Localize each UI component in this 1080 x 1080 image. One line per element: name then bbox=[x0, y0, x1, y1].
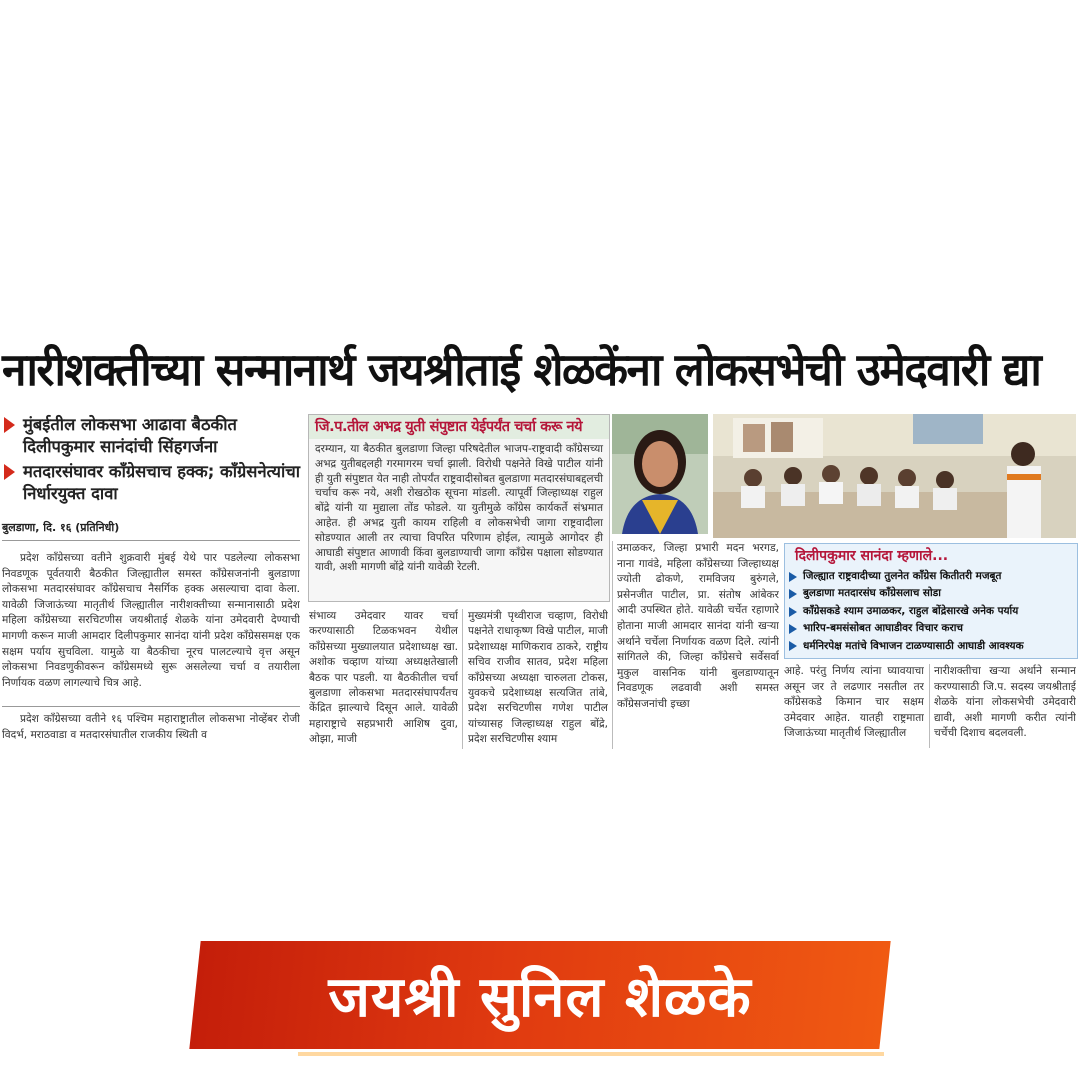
callout-item: जिल्ह्यात राष्ट्रवादीच्या तुलनेत कॉंग्रेस कितीतरी मजबूत bbox=[785, 568, 1077, 585]
callout-item: बुलडाणा मतदारसंघ कॉंग्रेसलाच सोडा bbox=[785, 585, 1077, 602]
triangle-bullet-icon bbox=[789, 589, 797, 599]
body-column: उमाळकर, जिल्हा प्रभारी मदन भरगड, नाना गावंडे, महिला कॉंग्रेसच्या जिल्हाध्यक्ष ज्योती ढोकणे, रामविजय बुरुंगले, प्रसेनजीत पाटील, प्रा. संतोष आंबेकर आदी उपस्थित होते. यावेळी चर्चेत रहाणारे होताना माजी आमदार सानंदा यांनी खऱ्या अर्थाने चर्चेला निर्णायक वळण दिले. त्यांनी सांगितले की, जिल्हा कॉंग्रेसचे सर्वेसर्वा मुकुल वासनिक यांनी बुलडाण्यातून निवडणूक लढवावी अशी समस्त कॉंग्रेसजनांची इच्छा bbox=[617, 542, 779, 710]
sub-headline-item: मतदारसंघावर कॉंग्रेसचाच हक्क; कॉंग्रेसनेत्यांचा निर्धारयुक्त दावा bbox=[2, 461, 300, 505]
column-divider bbox=[462, 609, 463, 749]
triangle-bullet-icon bbox=[4, 417, 15, 433]
triangle-bullet-icon bbox=[789, 641, 797, 651]
triangle-bullet-icon bbox=[789, 624, 797, 634]
lead-paragraph: प्रदेश कॉंग्रेसच्या वतीने शुक्रवारी मुंबई येथे पार पडलेल्या लोकसभा निवडणूक पूर्वतयारी बैठकीत जिल्ह्यातील समस्त कॉंग्रेसजनांनी बुलडाणा लोकसभा मतदारसंघावर कॉंग्रेसचाच नैसर्गिक हक्क असल्याचा दावा केला. यावेळी जिजाऊंच्या मातृतीर्थ जिल्ह्यातील नारीशक्तीच्या सन्मानासाठी प्रदेश महिला कॉंग्रेसच्या सरचिटणीस जयश्रीताई शेळके यांना उमेदवारी देण्याची मागणी करून माजी आमदार दिलीपकुमार सानंदा यांनी प्रदेश कॉंग्रेससमक्ष एक सक्षम पर्याय सुचविला. यामुळे या बैठकीचा नूरच पालटल्याचे वृत्त असून लोकसभा निवडणुकीवरून कॉंग्रेसमध्ये सुरू असलेल्या चर्चा व तयारीला निर्णायक वळण लागल्याचे चित्र आहे. bbox=[2, 552, 300, 689]
callout-item: भारिप-बमसंसोबत आघाडीवर विचार कराच bbox=[785, 620, 1077, 637]
sub-headline-item: मुंबईतील लोकसभा आढावा बैठकीत दिलीपकुमार सानंदांची सिंहगर्जना bbox=[2, 414, 300, 458]
callout-title: दिलीपकुमार सानंदा म्हणाले... bbox=[795, 548, 949, 564]
name-banner: जयश्री सुनिल शेळके bbox=[328, 965, 752, 1030]
triangle-bullet-icon bbox=[789, 607, 797, 617]
divider bbox=[2, 706, 300, 707]
meeting-photo bbox=[713, 414, 1076, 538]
sidebar-story-text: दरम्यान, या बैठकीत बुलडाणा जिल्हा परिषदेतील भाजप-राष्ट्रवादी कॉंग्रेसच्या अभद्र युतीबद्दलही गरमागरम चर्चा झाली. विरोधी पक्षनेते विखे पाटील यांनी ही युती संपुष्टात येत नाही तोपर्यंत राष्ट्रवादीसोबत बुलडाणा मतदारसंघाबद्दलची चर्चाच करू नये, अशी रोखठोक सूचना मांडली. त्यापूर्वी जिल्हाध्यक्ष राहुल बोंद्रे यांनी या मुद्याला तोंड फोडले. या युतीमुळे कॉंग्रेस कार्यकर्ते संभ्रमात आहेत. ही अभद्र युती कायम राहिली व लोकसभेची जागा राष्ट्रवादीला सोडण्यात आली तर त्याचा विपरित परिणाम होईल, त्यामुळे आगोदर ही आघाडी संपुष्टात आणावी किंवा बुलडाण्याची जागा कॉंग्रेस पक्षाला सोडण्यात यावी, अशी मागणी बोंद्रे यांनी यावेळी रेटली. bbox=[315, 443, 603, 574]
triangle-bullet-icon bbox=[4, 464, 15, 480]
quote-callout bbox=[784, 543, 1078, 659]
body-column: आहे. परंतु निर्णय त्यांना घ्यावयाचा असून जर ते लढणार नसतील तर कॉंग्रेसकडे किमान चार सक्षम उमेदवार आहेत. यातही राष्ट्रमाता जिजाऊंच्या मातृतीर्थ जिल्ह्यातील bbox=[784, 665, 924, 740]
body-column: मुख्यमंत्री पृथ्वीराज चव्हाण, विरोधी पक्षनेते राधाकृष्ण विखे पाटील, माजी प्रदेशाध्यक्ष माणिकराव ठाकरे, राष्ट्रीय सचिव राजीव सातव, प्रदेश महिला कॉंग्रेसच्या अध्यक्षा चारुलता टोकस, युवकचे प्रदेशाध्यक्ष सत्यजित तांबे, प्रदेश सरचिटणीस गणेश पाटील यांच्यासह जिल्हाध्यक्ष राहुल बोंद्रे, प्रदेश सरचिटणीस श्याम bbox=[468, 610, 608, 746]
headline: नारीशक्तीच्या सन्मानार्थ जयश्रीताई शेळकेंना लोकसभेची उमेदवारी द्या bbox=[2, 343, 1041, 396]
column-divider bbox=[929, 664, 930, 748]
body-column: नारीशक्तीचा खऱ्या अर्थाने सन्मान करण्यासाठी जि.प. सदस्य जयश्रीताई शेळके यांना लोकसभेची उमेदवारी द्यावी, अशी मागणी करीत त्यांनी चर्चेची दिशाच बदलवली. bbox=[934, 665, 1076, 740]
sub-headlines bbox=[2, 414, 300, 508]
callout-item: धर्मनिरपेक्ष मतांचे विभाजन टाळण्यासाठी आघाडी आवश्यक bbox=[785, 638, 1077, 655]
banner-underline bbox=[298, 1052, 884, 1056]
sidebar-story-title: जि.प.तील अभद्र युती संपुष्टात येईपर्यंत चर्चा करू नये bbox=[309, 415, 609, 439]
portrait-photo bbox=[612, 414, 708, 534]
divider bbox=[2, 540, 300, 541]
column-divider bbox=[612, 541, 613, 749]
sidebar-story bbox=[308, 414, 610, 602]
body-paragraph: प्रदेश कॉंग्रेसच्या वतीने १६ पश्चिम महाराष्ट्रातील लोकसभा नोव्हेंबर रोजी विदर्भ, मराठवाडा व मतदारसंघातील राजकीय स्थिती व bbox=[2, 713, 300, 741]
dateline: बुलडाणा, दि. १६ (प्रतिनिधी) bbox=[2, 521, 120, 534]
callout-item: कॉंग्रेसकडे श्याम उमाळकर, राहुल बोंद्रेसारखे अनेक पर्याय bbox=[785, 603, 1077, 620]
body-column: संभाव्य उमेदवार यावर चर्चा करण्यासाठी टिळकभवन येथील कॉंग्रेसच्या मुख्यालयात प्रदेशाध्यक्ष खा. अशोक चव्हाण यांच्या अध्यक्षतेखाली बैठक पार पडली. या बैठकीतील चर्चा बुलडाणा लोकसभा मतदारसंघापर्यंतच केंद्रित झाल्याचे दिसून आले. यावेळी महाराष्ट्राचे सहप्रभारी आशिष दुवा, ओझा, माजी bbox=[309, 610, 458, 746]
triangle-bullet-icon bbox=[789, 572, 797, 582]
